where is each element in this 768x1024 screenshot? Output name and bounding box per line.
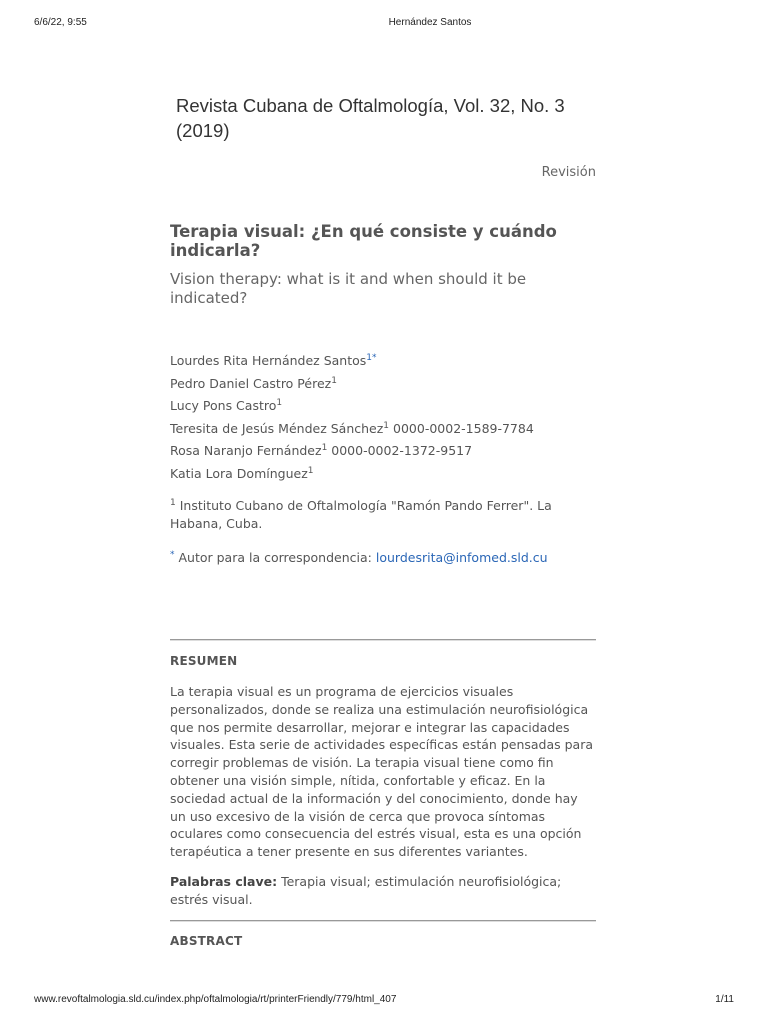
article-type: Revisión <box>541 165 596 180</box>
correspondence-marker: * <box>170 550 175 560</box>
author-affiliation-ref: 1 <box>276 398 283 408</box>
author-name: Lucy Pons Castro <box>170 398 277 413</box>
article-title-spanish: Terapia visual: ¿En qué consiste y cuándo indicarla? <box>170 222 557 260</box>
author-item <box>170 395 596 418</box>
affiliation-marker: 1 <box>170 498 176 508</box>
author-affiliation-ref: 1 <box>307 465 314 476</box>
section-divider <box>170 639 596 641</box>
author-list <box>170 350 596 485</box>
author-name: Lourdes Rita Hernández Santos <box>170 353 367 368</box>
author-item <box>170 418 596 441</box>
author-affiliation-ref: 1 <box>331 375 337 386</box>
resumen-body: La terapia visual es un programa de ejercicios visuales personalizados, donde se realiza una estimulación neurofisiológica que nos permite desarrollar, mejorar e integrar las capacidades visuales. Esta serie de actividades específicas están pensadas para corregir problemas de visión. La terapia visual tiene como fin obtener una visión simple, nítida, confortable y eficaz. En la sociedad actual de la información y del conocimiento, donde hay un uso excesivo de la visión de cerca que provoca síntomas oculares como consecuencia del estrés visual, esta es una opción terapéutica a tener presente en sus diferentes variantes. <box>170 684 594 860</box>
author-orcid: 0000-0002-1589-7784 <box>393 420 534 436</box>
print-footer-page: 1/11 <box>715 994 734 1005</box>
author-name: Teresita de Jesús Méndez Sánchez <box>170 420 384 436</box>
author-name: Rosa Naranjo Fernández <box>170 443 322 458</box>
author-item <box>170 373 596 396</box>
abstract-heading: ABSTRACT <box>170 934 243 948</box>
correspondence-email-link[interactable]: lourdesrita@infomed.sld.cu <box>375 550 548 565</box>
author-item <box>170 440 596 463</box>
author-name: Katia Lora Domínguez <box>170 465 308 481</box>
correspondence <box>170 549 596 567</box>
resumen-heading: RESUMEN <box>170 654 238 668</box>
author-affiliation-ref: 1 <box>321 443 328 453</box>
affiliation <box>170 497 596 533</box>
article-title-english: Vision therapy: what is it and when should it be indicated? <box>170 270 527 307</box>
author-affiliation-ref[interactable]: 1* <box>366 353 377 363</box>
affiliation-text: Instituto Cubano de Oftalmología "Ramón Pando Ferrer". La Habana, Cuba. <box>170 498 552 531</box>
author-name: Pedro Daniel Castro Pérez <box>170 375 332 391</box>
print-header-datetime: 6/6/22, 9:55 <box>34 17 87 28</box>
keywords-label: Palabras clave: <box>170 874 278 889</box>
author-item <box>170 350 596 373</box>
section-divider <box>170 920 596 922</box>
journal-citation: Revista Cubana de Oftalmología, Vol. 32, No. 3 (2019) <box>176 95 565 141</box>
print-header-title: Hernández Santos <box>388 17 472 28</box>
keywords-text: Terapia visual; estimulación neurofisiológica; estrés visual. <box>170 874 562 907</box>
keywords <box>170 873 596 909</box>
correspondence-label: Autor para la correspondencia: <box>178 550 372 565</box>
print-footer-url: www.revoftalmologia.sld.cu/index.php/oftalmologia/rt/printerFriendly/779/html_407 <box>34 994 397 1005</box>
author-affiliation-ref: 1 <box>383 420 390 431</box>
author-orcid: 0000-0002-1372-9517 <box>331 443 473 458</box>
author-item <box>170 463 596 486</box>
